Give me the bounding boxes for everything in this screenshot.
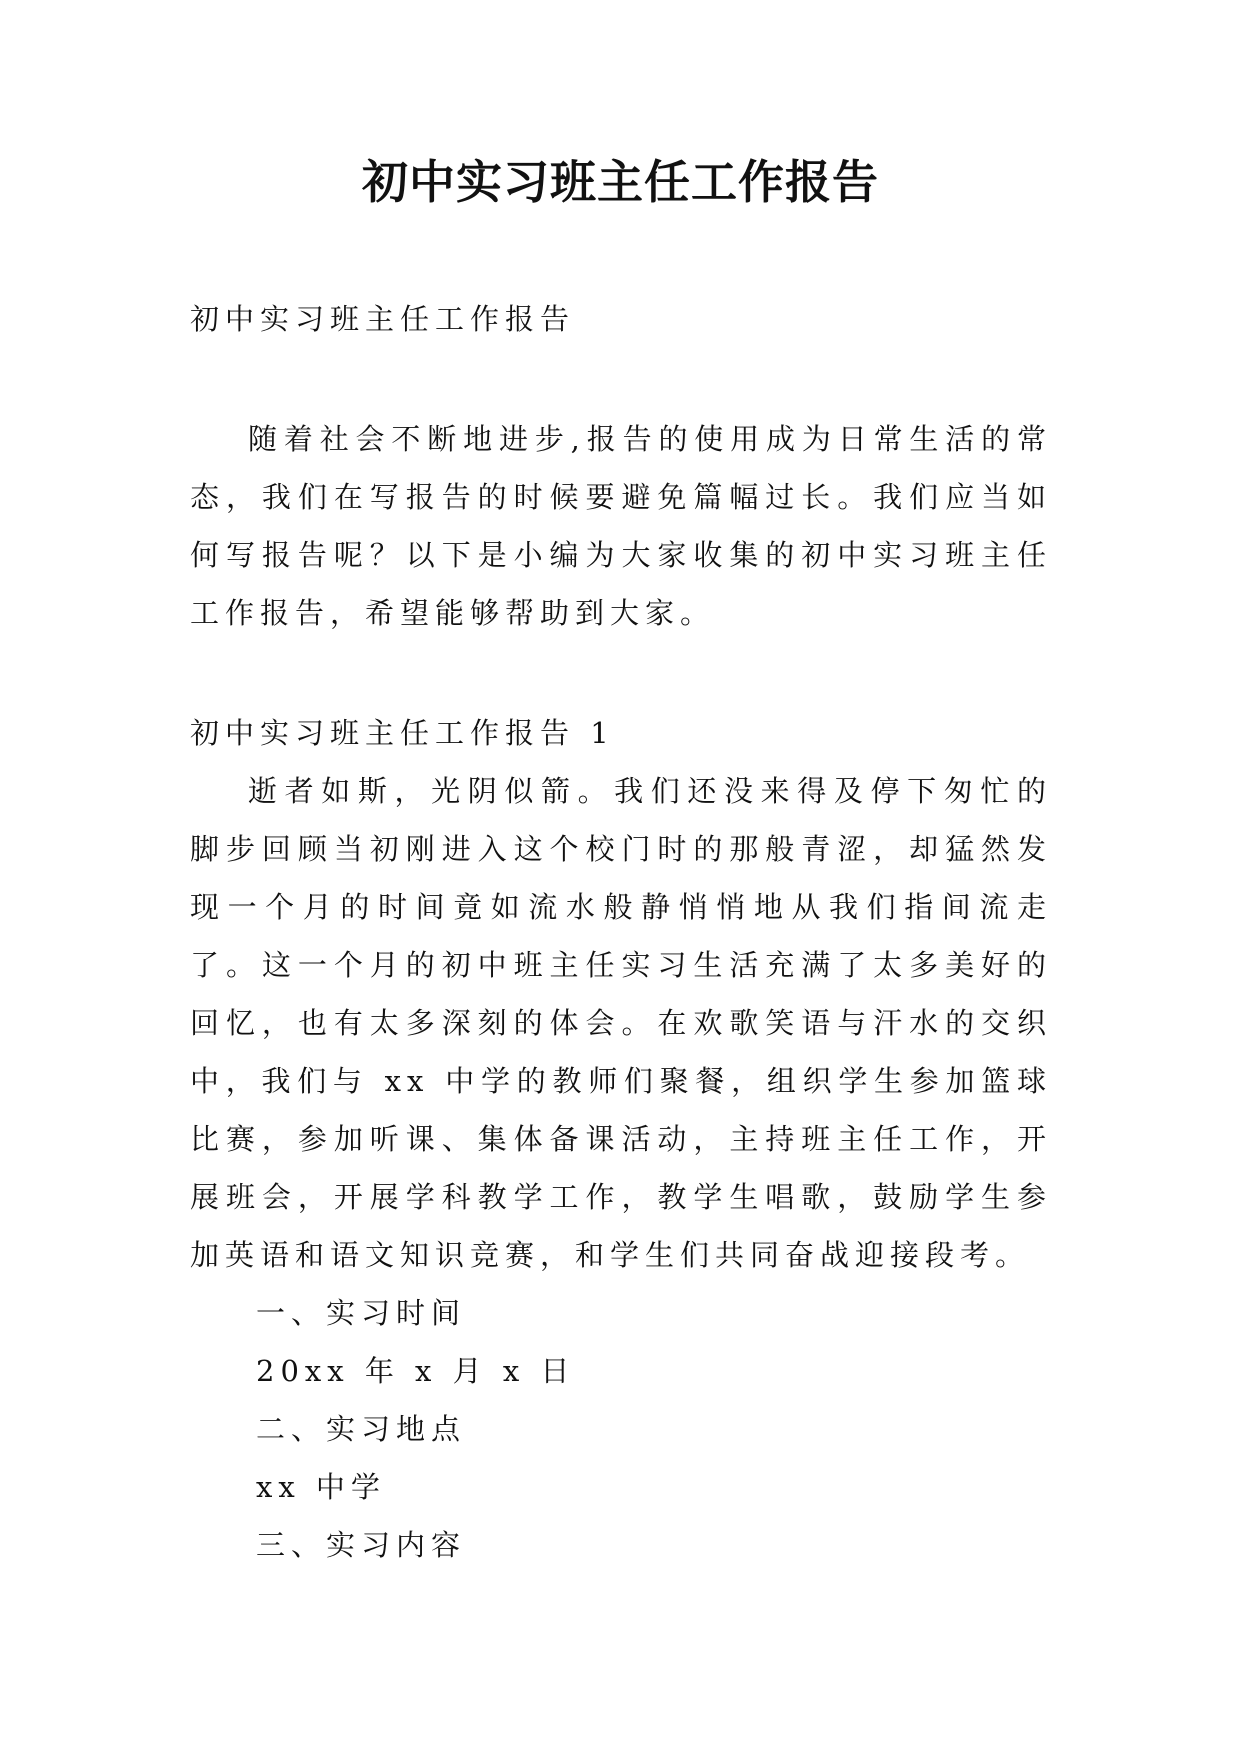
list-item: xx 中学	[256, 1470, 386, 1504]
section-heading: 初中实习班主任工作报告 1	[190, 716, 615, 750]
list-item: 一、实习时间	[256, 1296, 467, 1330]
document-title: 初中实习班主任工作报告	[362, 155, 879, 209]
spacer	[190, 348, 1052, 410]
section-paragraph: 逝者如斯，光阴似箭。我们还没来得及停下匆忙的脚步回顾当初刚进入这个校门时的那般青涩，却猛然发现一个月的时间竟如流水般静悄悄地从我们指间流走了。这一个月的初中班主任实习生活充满了太多美好的回忆，也有太多深刻的体会。在欢歌笑语与汗水的交织中，我们与 xx 中学的教师们聚餐，组织学生参加篮球比赛，参加听课、集体备课活动，主持班主任工作，开展班会，开展学科教学工作，教学生唱歌，鼓励学生参加英语和语文知识竞赛，和学生们共同奋战迎接段考。	[190, 774, 1052, 1272]
list-item: 二、实习地点	[256, 1412, 467, 1446]
list-item: 三、实习内容	[256, 1528, 467, 1562]
document-body	[190, 290, 1052, 1574]
document-subtitle: 初中实习班主任工作报告	[190, 302, 576, 336]
list-item: 20xx 年 x 月 x 日	[256, 1354, 576, 1388]
spacer	[190, 642, 1052, 704]
intro-paragraph: 随着社会不断地进步,报告的使用成为日常生活的常态，我们在写报告的时候要避免篇幅过长。我们应当如何写报告呢？以下是小编为大家收集的初中实习班主任工作报告，希望能够帮助到大家。	[190, 422, 1052, 630]
